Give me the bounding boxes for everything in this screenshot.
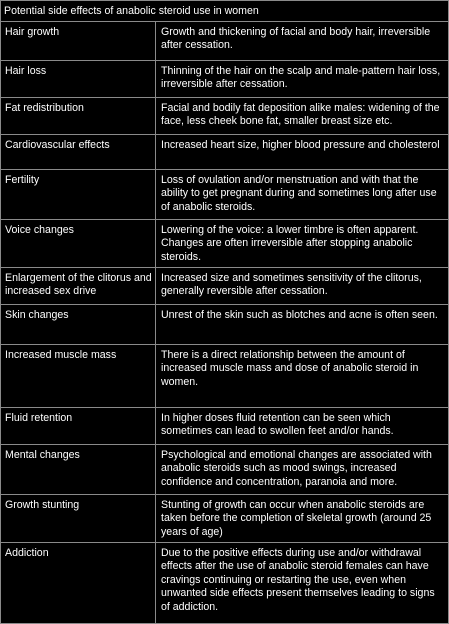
effect-cell: Fluid retention xyxy=(1,408,156,444)
table-row xyxy=(1,61,448,98)
effect-cell: Growth stunting xyxy=(1,495,156,542)
effect-cell: Voice changes xyxy=(1,220,156,267)
effect-cell: Fat redistribution xyxy=(1,98,156,134)
effect-cell: Fertility xyxy=(1,170,156,219)
effect-cell: Hair loss xyxy=(1,61,156,97)
effect-cell: Increased muscle mass xyxy=(1,345,156,407)
effect-cell: Skin changes xyxy=(1,305,156,344)
effect-cell: Mental changes xyxy=(1,445,156,494)
description-cell: Due to the positive effects during use and/or withdrawal effects after the use of anabolic steroid females can have cravings continuing or restarting the use, even when unwanted side effects present themselves leading to signs of addiction. xyxy=(161,547,435,613)
effect-cell: Hair growth xyxy=(1,22,156,60)
table-row xyxy=(1,495,448,543)
description-cell: There is a direct relationship between the amount of increased muscle mass and dose of anabolic steroid in women. xyxy=(161,349,419,388)
table-row xyxy=(1,220,448,268)
table-row xyxy=(1,98,448,135)
description-cell: Growth and thickening of facial and body hair, irreversible after cessation. xyxy=(161,26,431,52)
table-row xyxy=(1,345,448,408)
description-cell: In higher doses fluid retention can be seen which sometimes can lead to swollen feet and/or hands. xyxy=(161,412,394,438)
table-row xyxy=(1,170,448,220)
table-row xyxy=(1,135,448,170)
table-row xyxy=(1,408,448,445)
table-title: Potential side effects of anabolic steroid use in women xyxy=(1,1,448,22)
table-row xyxy=(1,268,448,305)
effect-cell: Cardiovascular effects xyxy=(1,135,156,169)
effect-cell: Enlargement of the clitorus and increased sex drive xyxy=(1,268,156,304)
description-cell: Lowering of the voice: a lower timbre is often apparent. Changes are often irreversible after stopping anabolic steroids. xyxy=(161,224,419,263)
table-row xyxy=(1,445,448,495)
description-cell: Thinning of the hair on the scalp and male-pattern hair loss, irreversible after cessation. xyxy=(161,65,441,91)
description-cell: Stunting of growth can occur when anabolic steroids are taken before the completion of skeletal growth (around 25 years of age) xyxy=(161,499,432,538)
description-cell: Facial and bodily fat deposition alike males: widening of the face, less cheek bone fat, smaller breast size etc. xyxy=(161,102,440,128)
table-row xyxy=(1,22,448,61)
description-cell: Increased size and sometimes sensitivity of the clitorus, generally reversible after cessation. xyxy=(161,272,422,298)
description-cell: Unrest of the skin such as blotches and acne is often seen. xyxy=(161,309,438,321)
description-cell: Loss of ovulation and/or menstruation and with that the ability to get pregnant during and sometimes long after use of anabolic steroids. xyxy=(161,174,437,213)
description-cell: Psychological and emotional changes are associated with anabolic steroids such as mood swings, increased confidence and concentration, paranoia and more. xyxy=(161,449,432,488)
table-row xyxy=(1,543,448,623)
description-cell: Increased heart size, higher blood pressure and cholesterol xyxy=(161,139,440,151)
effect-cell: Addiction xyxy=(1,543,156,623)
table-row xyxy=(1,305,448,345)
